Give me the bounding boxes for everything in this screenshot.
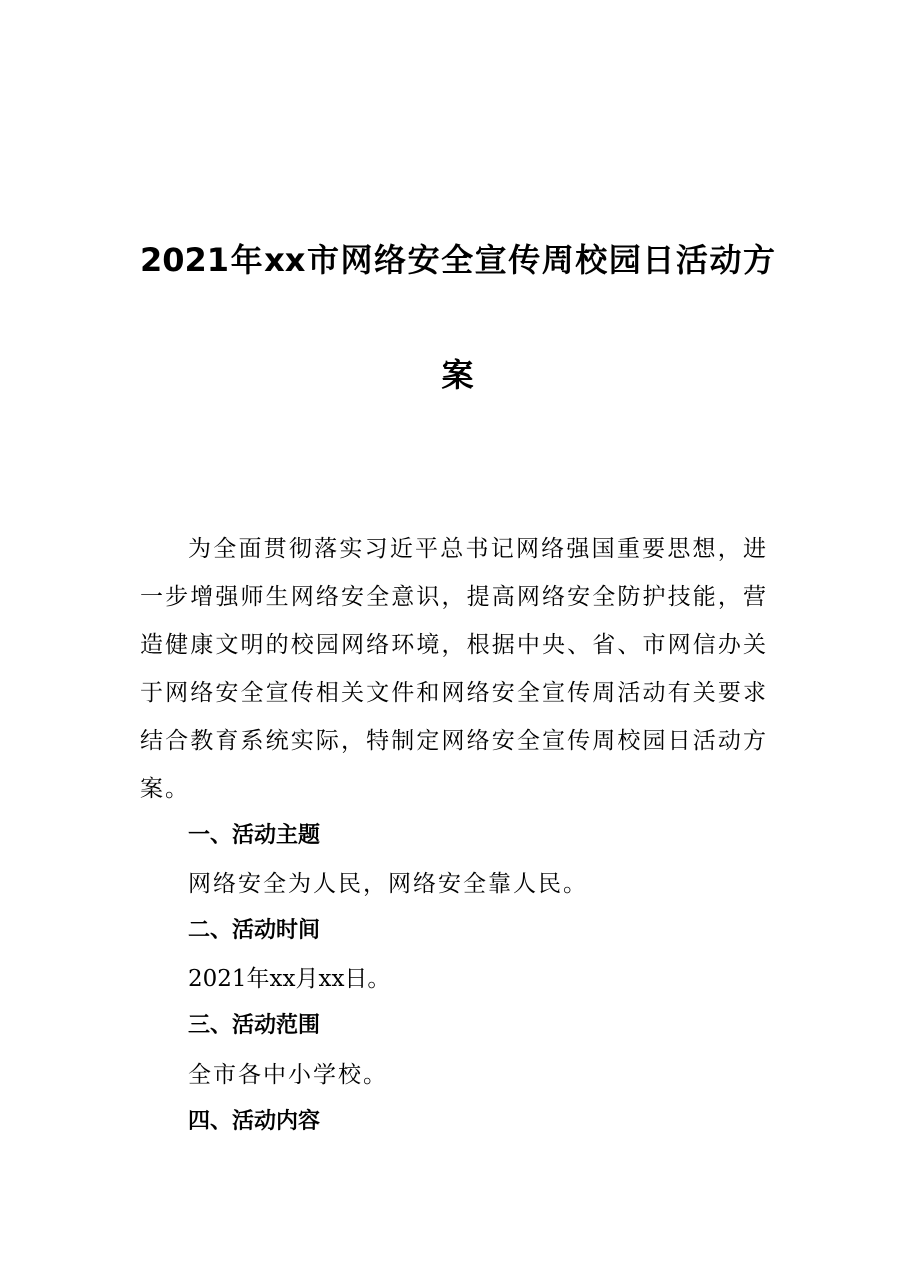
section-heading-content: 四、活动内容 xyxy=(188,1109,321,1134)
document-title-line-1: 2021年xx市网络安全宣传周校园日活动方 xyxy=(140,241,775,279)
intro-paragraph-line-1: 为全面贯彻落实习近平总书记网络强国重要思想，进 xyxy=(188,536,768,562)
intro-paragraph-line-2: 一步增强师生网络安全意识，提高网络安全防护技能，营 xyxy=(140,584,768,610)
section-content-theme: 网络安全为人民，网络安全靠人民。 xyxy=(188,871,588,897)
document-title-line-2: 案 xyxy=(441,356,474,394)
intro-paragraph-line-3: 造健康文明的校园网络环境，根据中央、省、市网信办关 xyxy=(140,632,768,658)
section-content-scope: 全市各中小学校。 xyxy=(188,1062,388,1088)
intro-paragraph-line-4: 于网络安全宣传相关文件和网络安全宣传周活动有关要求 xyxy=(140,680,768,706)
intro-paragraph-line-5: 结合教育系统实际，特制定网络安全宣传周校园日活动方 xyxy=(140,728,768,754)
intro-paragraph-line-6: 案。 xyxy=(140,776,190,802)
section-heading-theme: 一、活动主题 xyxy=(188,823,321,848)
section-content-time: 2021年xx月xx日。 xyxy=(188,966,391,992)
section-heading-time: 二、活动时间 xyxy=(188,918,321,943)
section-heading-scope: 三、活动范围 xyxy=(188,1013,321,1038)
